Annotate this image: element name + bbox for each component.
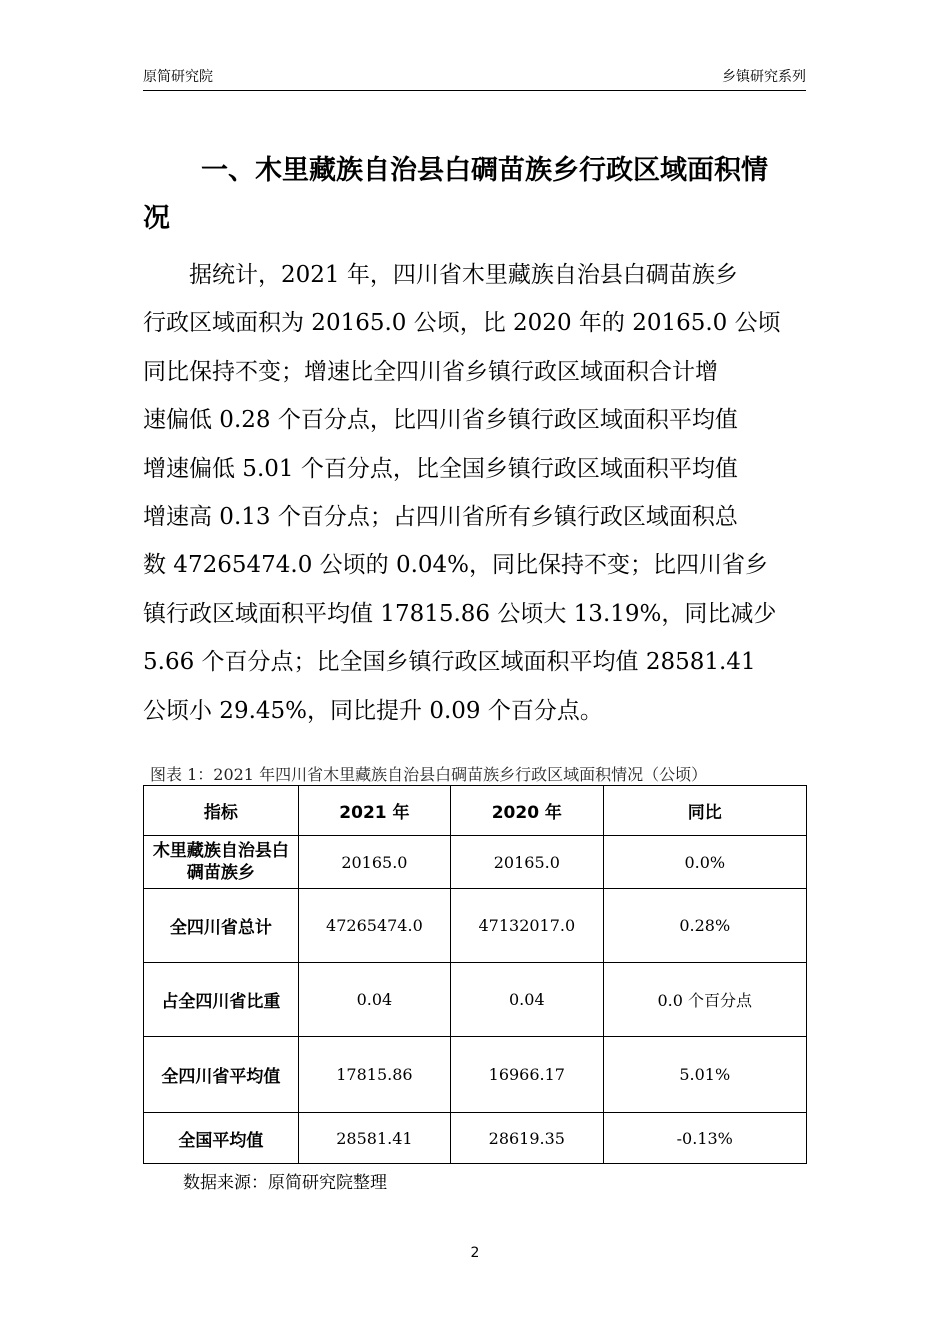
column-header: 2021 年 [298,786,450,836]
section-title-cont: 况 [143,203,170,234]
table-cell: -0.13% [603,1113,806,1164]
body-line: 同比保持不变；增速比全四川省乡镇行政区域面积合计增 [143,358,718,385]
page-number: 2 [470,1245,480,1261]
header-left: 原简研究院 [143,69,213,85]
table-cell: 47265474.0 [298,889,450,963]
header-right: 乡镇研究系列 [722,69,806,85]
row-label: 全四川省总计 [144,889,299,963]
data-source: 数据来源：原简研究院整理 [183,1173,387,1193]
table-cell: 0.0% [603,836,806,889]
body-paragraph [143,255,813,739]
section-title: 一、木里藏族自治县白碉苗族乡行政区域面积情 [201,155,768,186]
table-cell: 0.04 [298,963,450,1037]
table-cell: 5.01% [603,1037,806,1113]
table-cell: 17815.86 [298,1037,450,1113]
row-label: 占全四川省比重 [144,963,299,1037]
table-cell: 0.04 [451,963,603,1037]
body-line: 镇行政区域面积平均值 17815.86 公顷大 13.19%，同比减少 [143,600,777,627]
table-row [144,963,807,1037]
body-line: 公顷小 29.45%，同比提升 0.09 个百分点。 [143,697,603,724]
table-row [144,889,807,963]
table-row [144,836,807,889]
data-table [143,785,807,1164]
column-header: 指标 [144,786,299,836]
body-line: 行政区域面积为 20165.0 公顷，比 2020 年的 20165.0 公顷 [143,310,781,337]
body-line: 5.66 个百分点；比全国乡镇行政区域面积平均值 28581.41 [143,649,756,676]
body-line: 数 47265474.0 公顷的 0.04%，同比保持不变；比四川省乡 [143,552,769,579]
table-cell: 0.28% [603,889,806,963]
header-divider [143,90,806,91]
table-cell: 16966.17 [451,1037,603,1113]
table-cell: 47132017.0 [451,889,603,963]
table-cell: 28581.41 [298,1113,450,1164]
row-label: 全国平均值 [144,1113,299,1164]
row-label: 木里藏族自治县白碉苗族乡 [144,836,299,889]
table-cell: 0.0 个百分点 [603,963,806,1037]
body-line: 增速偏低 5.01 个百分点，比全国乡镇行政区域面积平均值 [143,455,738,482]
table-cell: 20165.0 [298,836,450,889]
table-header-row [144,786,807,836]
table-caption: 图表 1：2021 年四川省木里藏族自治县白碉苗族乡行政区域面积情况（公顷） [150,765,708,784]
column-header: 同比 [603,786,806,836]
body-line: 速偏低 0.28 个百分点，比四川省乡镇行政区域面积平均值 [143,407,738,434]
row-label: 全四川省平均值 [144,1037,299,1113]
table-row [144,1113,807,1164]
table-cell: 28619.35 [451,1113,603,1164]
table-row [144,1037,807,1113]
body-line: 增速高 0.13 个百分点；占四川省所有乡镇行政区域面积总 [143,503,738,530]
body-line: 据统计，2021 年，四川省木里藏族自治县白碉苗族乡 [189,262,738,288]
column-header: 2020 年 [451,786,603,836]
table-cell: 20165.0 [451,836,603,889]
